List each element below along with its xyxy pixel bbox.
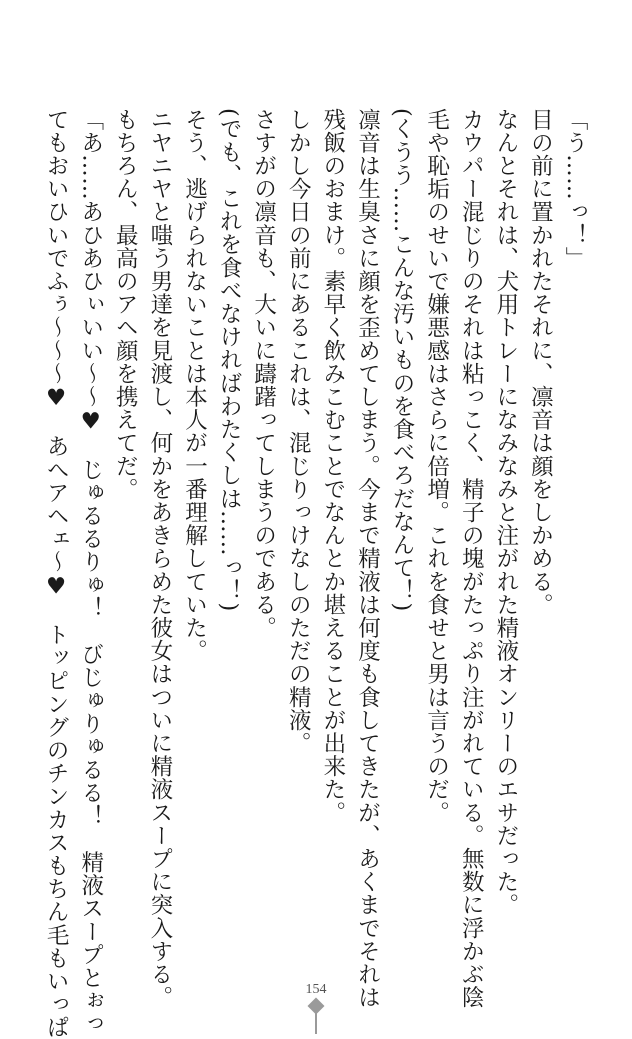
text-line-16: てもおいひいでふぅ〜〜〜♥ あへアヘェ〜♥ トッピングのチンカスもちん毛もいっぱ (43, 108, 70, 1039)
page-number: 154 (305, 982, 327, 997)
text-line-6: (くうう……こんな汚いものを食べろだなんて！) (389, 108, 416, 612)
text-line-5: 毛や恥垢のせいで嫌悪感はさらに倍増。これを食せと男は言うのだ。 (423, 108, 450, 825)
page-marker-dot (308, 998, 325, 1015)
text-line-9: しかし今日の前にあるこれは、混じりっけなしのただの精液。 (285, 108, 312, 755)
text-line-4: カウパー混じりのそれは粘っこく、精子の塊がたっぷり注がれている。無数に浮かぶ陰 (458, 108, 485, 1009)
text-line-8: 残飯のおまけ。素早く飲みこむことでなんとか堪えることが出来た。 (319, 108, 346, 825)
text-line-2: 目の前に置かれたそれに、凛音は顔をしかめる。 (527, 108, 554, 617)
text-line-10: さすがの凛音も、大いに躊躇ってしまうのである。 (250, 108, 277, 640)
text-line-11: (でも、これを食べなければわたくしは……っ！) (216, 108, 243, 612)
text-line-13: ニヤニヤと嗤う男達を見渡し、何かをあきらめた彼女はついに精液スープに突入する。 (146, 108, 173, 1009)
text-line-12: そう、逃げられないことは本人が一番理解していた。 (181, 108, 208, 663)
text-line-1: 「う……っ！」 (562, 108, 588, 270)
text-line-14: もちろん、最高のアヘ顔を携えてだ。 (112, 108, 139, 501)
text-line-3: なんとそれは、犬用トレーになみなみと注がれた精液オンリーのエサだった。 (492, 108, 519, 917)
text-line-7: 凛音は生臭さに顔を歪めてしまう。今まで精液は何度も食してきたが、あくまでそれは (354, 108, 381, 1009)
text-line-15: 「あ……あひあひぃいい〜〜♥ じゅるるりゅ！ びじゅりゅるる！ 精液スープとぉっ (77, 108, 104, 1036)
